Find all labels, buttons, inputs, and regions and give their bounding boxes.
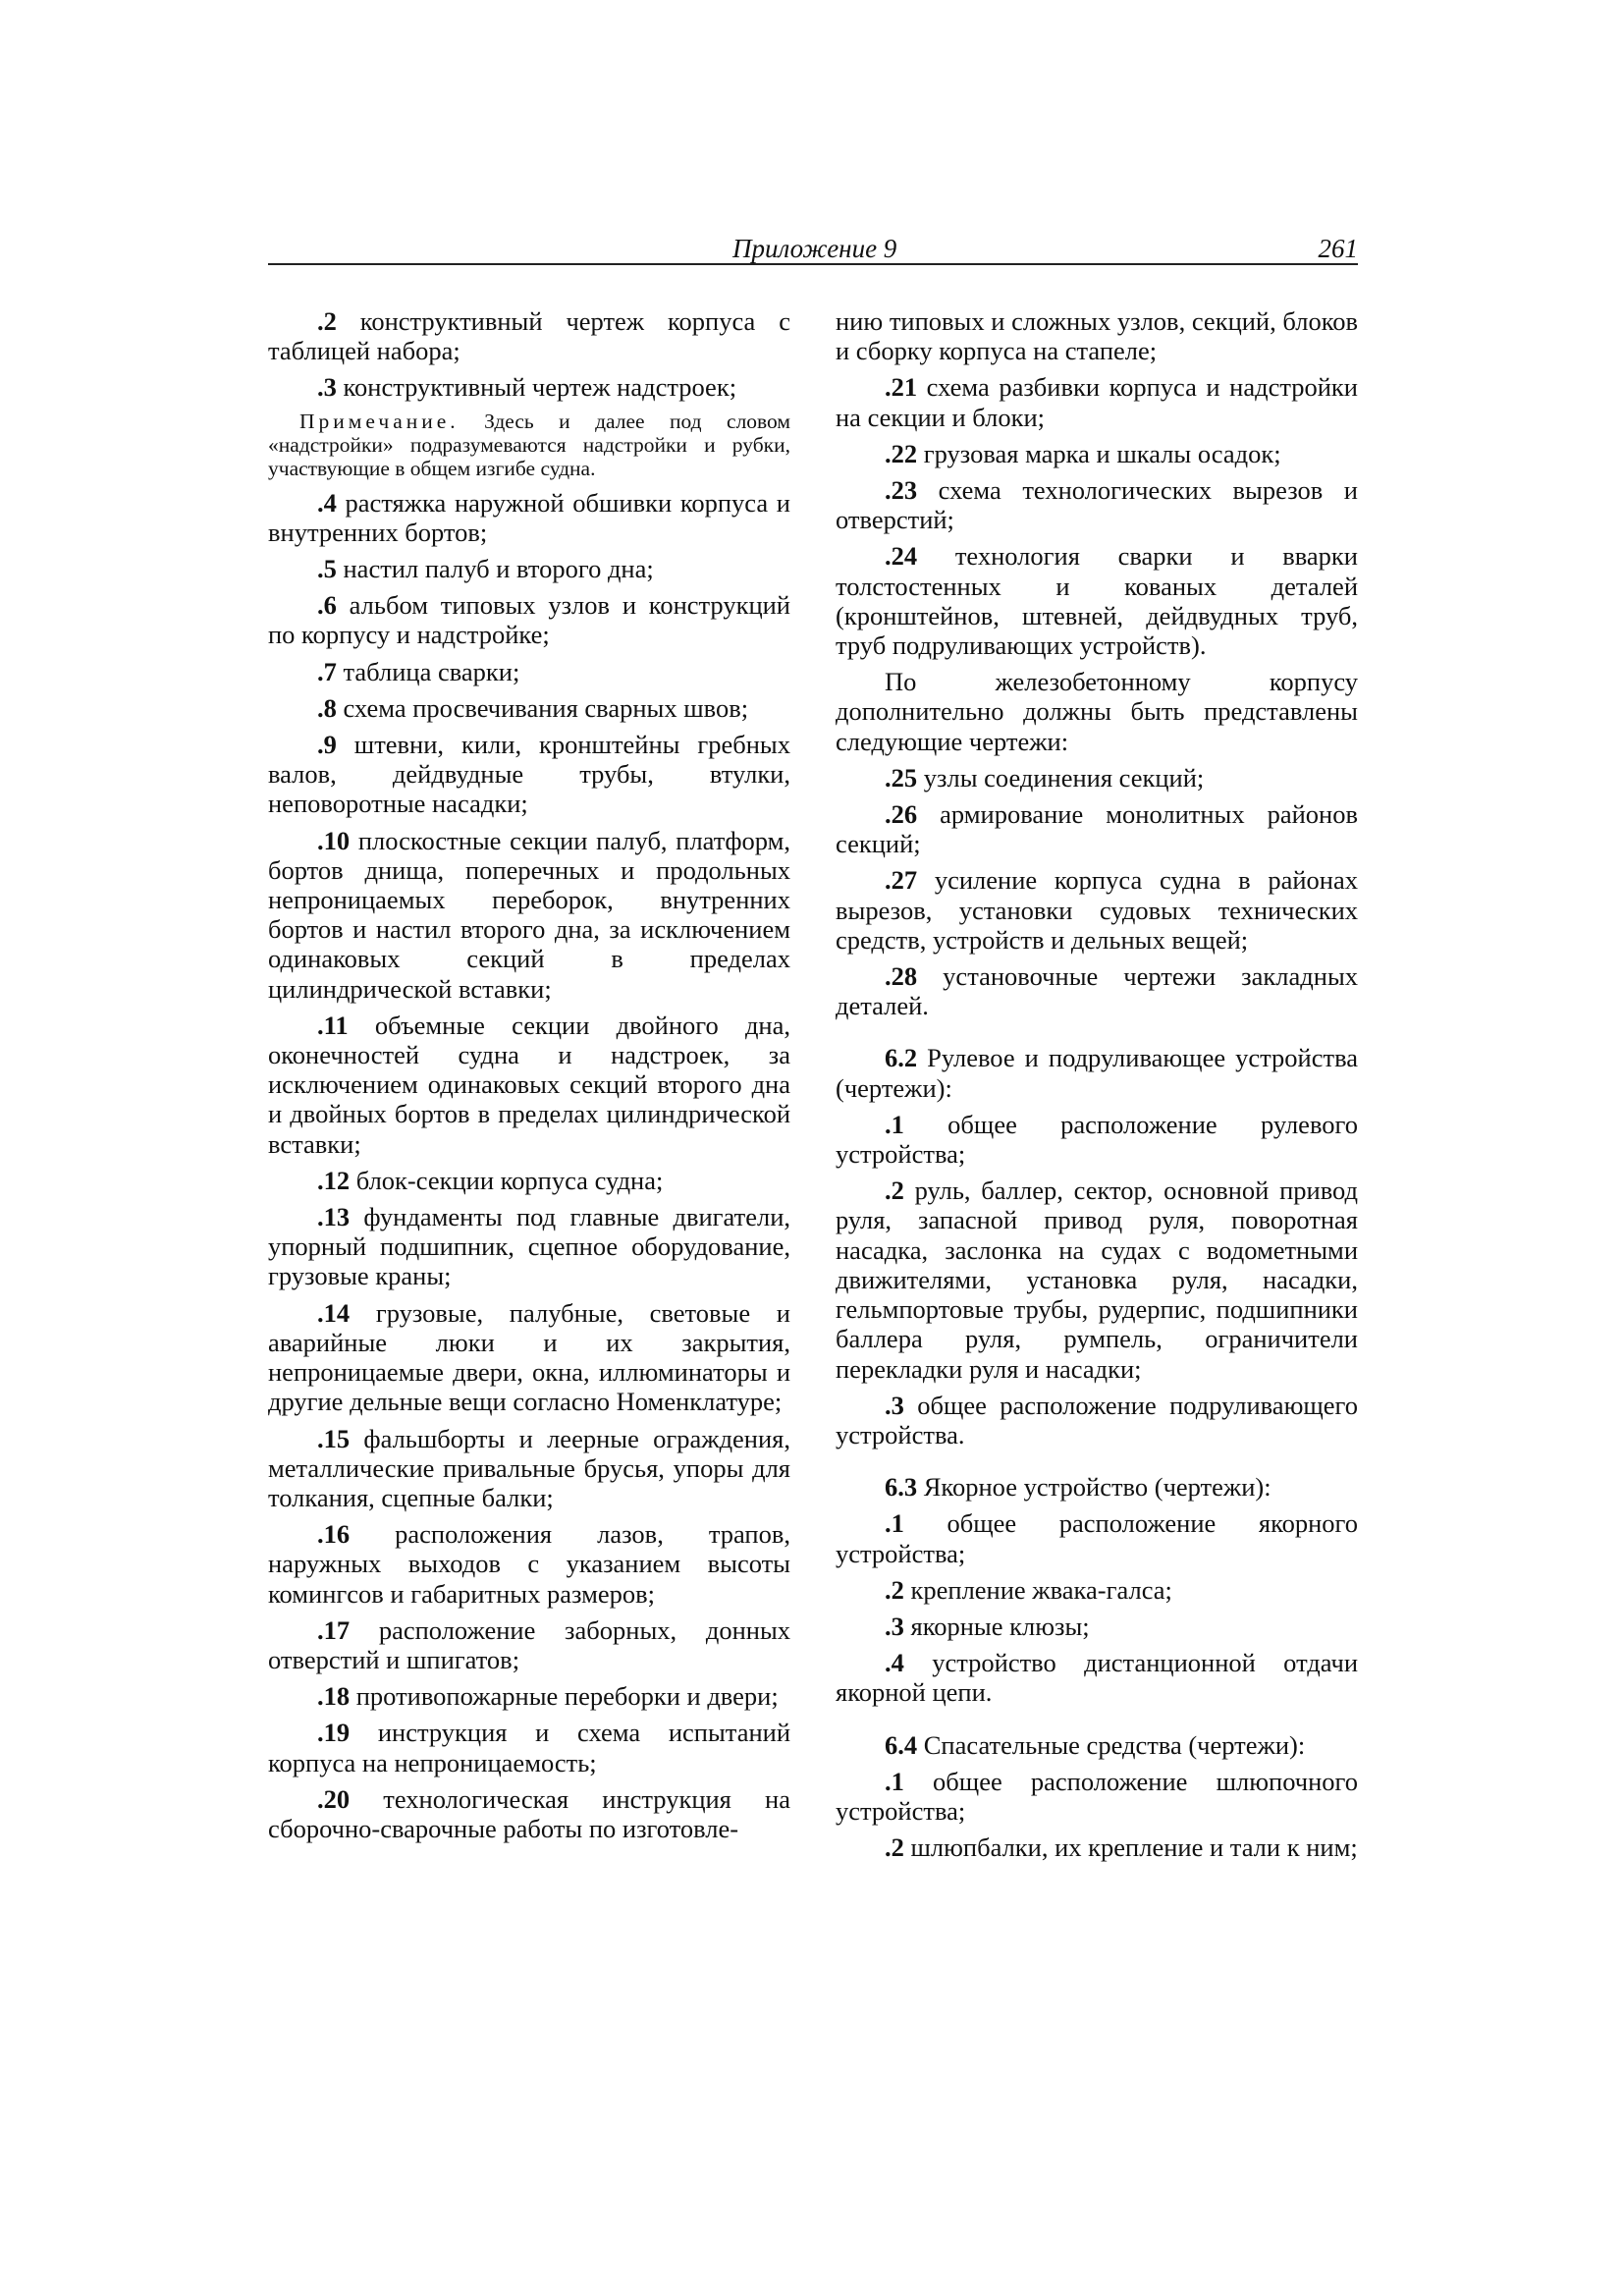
item-number: .11 [317, 1010, 349, 1040]
item-text: плоскостные секции палуб, платформ, бортов днища, поперечных и продольных непроницаемых переборок, внутренних бортов и настил второго дна, за исключением одинаковых секций в пределах цилиндрической вставки; [268, 825, 790, 1004]
list-item [836, 1612, 1358, 1641]
list-item [268, 1784, 790, 1843]
item-text: схема просвечивания сварных швов; [336, 692, 749, 723]
list-item [268, 1202, 790, 1291]
section-number: 6.4 [885, 1729, 918, 1760]
item-text: Спасательные средства (чертежи): [917, 1729, 1306, 1760]
list-item [836, 1648, 1358, 1707]
item-text: грузовая марка и шкалы осадок; [917, 438, 1281, 468]
item-number: .10 [317, 825, 351, 855]
item-text: технология сварки и вварки толстостенных и кованых деталей (кронштейнов, штевней, дейдвудных труб, труб подруливающих устройств). [836, 541, 1358, 661]
continued-paragraph [836, 306, 1358, 365]
item-text: альбом типовых узлов и конструкций по корпусу и надстройке; [268, 590, 790, 650]
item-number: .18 [317, 1681, 351, 1712]
item-text: руль, баллер, сектор, основной привод руля, запасной привод руля, поворотная насадка, заслонка на судах с водометными движителями, установка руля, насадки, гельмпортовые трубы, рудерпис, подшипники баллера руля, румпель, ограничители перекладки руля и насадки; [836, 1175, 1358, 1384]
list-item [836, 1110, 1358, 1169]
item-text: объемные секции двойного дна, оконечностей судна и надстроек, за исключением одинаковых секций второго дна и двойных бортов в пределах цилиндрической вставки; [268, 1010, 790, 1159]
item-text: противопожарные переборки и двери; [350, 1681, 779, 1712]
item-number: .22 [885, 438, 918, 468]
item-text: По железобетонному корпусу дополнительно должны быть представлены следующие чертежи: [836, 667, 1358, 756]
item-text: технологическая инструкция на сборочно-сварочные работы по изготовле- [268, 1783, 790, 1843]
item-number: .26 [885, 799, 918, 830]
item-text: расположение заборных, донных отверстий и шпигатов; [268, 1614, 790, 1674]
item-text: грузовые, палубные, световые и аварийные люки и их закрытия, непроницаемые двери, окна, иллюминаторы и другие дельные вещи согласно Номенклатуре; [268, 1297, 790, 1417]
item-number: .3 [317, 372, 337, 403]
item-text: настил палуб и второго дна; [336, 554, 654, 584]
list-item [268, 1519, 790, 1609]
list-item [268, 1298, 790, 1417]
list-item [836, 1832, 1358, 1862]
item-text: растяжка наружной обшивки корпуса и внутренних бортов; [268, 487, 790, 547]
item-number: .15 [317, 1423, 351, 1453]
item-text: общее расположение якорного устройства; [836, 1508, 1358, 1568]
list-item [268, 372, 790, 402]
list-item [268, 1424, 790, 1513]
list-item [836, 1767, 1358, 1826]
header-title: Приложение 9 [732, 234, 897, 263]
item-number: .8 [317, 692, 337, 723]
list-item [836, 1391, 1358, 1449]
list-item [836, 865, 1358, 955]
note-text: Здесь и далее под словом «надстройки» подразумеваются надстройки и рубки, участвующие в общем изгибе судна. [268, 409, 790, 480]
section-gap [836, 1456, 1358, 1472]
note-label: Примечание. [299, 409, 460, 433]
item-number: .21 [885, 372, 918, 403]
list-item [268, 1166, 790, 1195]
item-text: фундаменты под главные двигатели, упорный подшипник, сцепное оборудование, грузовые краны; [268, 1202, 790, 1291]
list-item [268, 1718, 790, 1777]
item-text: общее расположение шлюпочного устройства; [836, 1766, 1358, 1826]
item-number: .7 [317, 656, 337, 686]
item-text: Якорное устройство (чертежи): [917, 1472, 1271, 1503]
item-text: армирование монолитных районов секций; [836, 799, 1358, 859]
page-number: 261 [1318, 234, 1358, 263]
item-text: схема технологических вырезов и отверстий; [836, 475, 1358, 535]
item-number: .17 [317, 1614, 351, 1645]
item-number: .19 [317, 1718, 351, 1748]
item-number: .27 [885, 865, 918, 896]
list-item [836, 667, 1358, 756]
item-text: крепление жвака-галса; [903, 1574, 1172, 1605]
item-number: .2 [885, 1574, 904, 1605]
section-number: 6.3 [885, 1472, 918, 1503]
list-item [268, 590, 790, 649]
list-item [268, 306, 790, 365]
item-text: устройство дистанционной отдачи якорной цепи. [836, 1648, 1358, 1708]
list-item [268, 1681, 790, 1711]
item-text: фальшборты и леерные ограждения, металлические привальные брусья, упоры для толкания, сцепные балки; [268, 1423, 790, 1512]
item-number: .13 [317, 1202, 351, 1232]
item-number: .24 [885, 541, 918, 572]
item-number: .2 [885, 1832, 904, 1863]
item-number: .4 [885, 1648, 904, 1678]
item-number: .2 [317, 306, 337, 336]
list-item [836, 1175, 1358, 1383]
item-text: якорные клюзы; [903, 1611, 1090, 1641]
item-number: .20 [317, 1783, 351, 1814]
item-number: .9 [317, 730, 337, 760]
item-number: .4 [317, 487, 337, 518]
list-item [836, 541, 1358, 660]
item-number: .5 [317, 554, 337, 584]
list-item [836, 799, 1358, 858]
left-column [268, 306, 790, 1850]
item-text: Рулевое и подруливающее устройства (чертежи): [836, 1043, 1358, 1103]
item-text: таблица сварки; [336, 656, 520, 686]
item-number: .1 [885, 1508, 904, 1539]
section-heading [836, 1730, 1358, 1760]
item-text: инструкция и схема испытаний корпуса на непроницаемость; [268, 1718, 790, 1777]
item-number: .12 [317, 1165, 351, 1195]
list-item [268, 730, 790, 819]
list-item [268, 1011, 790, 1159]
section-heading [836, 1043, 1358, 1102]
item-text: общее расположение рулевого устройства; [836, 1109, 1358, 1170]
right-column [836, 306, 1358, 1869]
item-text: расположения лазов, трапов, наружных выходов с указанием высоты комингсов и габаритных размеров; [268, 1519, 790, 1609]
item-number: .23 [885, 475, 918, 506]
item-text: штевни, кили, кронштейны гребных валов, дейдвудные трубы, втулки, неповоротные насадки; [268, 730, 790, 819]
paragraph-text: нию типовых и сложных узлов, секций, блоков и сборку корпуса на стапеле; [836, 306, 1358, 366]
section-gap [836, 1715, 1358, 1730]
list-item [836, 439, 1358, 468]
item-text: узлы соединения секций; [917, 762, 1205, 793]
item-number: .3 [885, 1390, 904, 1420]
note-paragraph [268, 410, 790, 480]
item-text: схема разбивки корпуса и надстройки на секции и блоки; [836, 372, 1358, 432]
list-item [268, 693, 790, 723]
section-number: 6.2 [885, 1043, 918, 1073]
item-number: .6 [317, 590, 337, 621]
list-item [836, 475, 1358, 534]
item-text: усиление корпуса судна в районах вырезов, установки судовых технических средств, устройств и дельных вещей; [836, 865, 1358, 955]
list-item [268, 554, 790, 583]
list-item [268, 657, 790, 686]
item-number: .28 [885, 961, 918, 992]
item-text: блок-секции корпуса судна; [350, 1165, 664, 1195]
list-item [836, 372, 1358, 431]
section-gap [836, 1027, 1358, 1043]
list-item [268, 488, 790, 547]
item-number: .1 [885, 1109, 904, 1139]
section-heading [836, 1472, 1358, 1502]
list-item [836, 961, 1358, 1020]
item-number: .16 [317, 1519, 351, 1550]
running-header [268, 234, 1358, 265]
item-text: конструктивный чертеж корпуса с таблицей набора; [268, 306, 790, 366]
list-item [836, 1575, 1358, 1605]
item-number: .3 [885, 1611, 904, 1641]
item-number: .25 [885, 762, 918, 793]
list-item [268, 1615, 790, 1674]
item-text: шлюпбалки, их крепление и тали к ним; [903, 1832, 1358, 1863]
item-text: конструктивный чертеж надстроек; [336, 372, 737, 403]
item-number: .14 [317, 1297, 351, 1328]
list-item [268, 826, 790, 1004]
item-text: общее расположение подруливающего устройства. [836, 1390, 1358, 1449]
list-item [836, 1508, 1358, 1567]
item-text: установочные чертежи закладных деталей. [836, 961, 1358, 1021]
item-number: .2 [885, 1175, 904, 1206]
list-item [836, 763, 1358, 793]
header-rule [268, 263, 1358, 265]
item-number: .1 [885, 1766, 904, 1796]
